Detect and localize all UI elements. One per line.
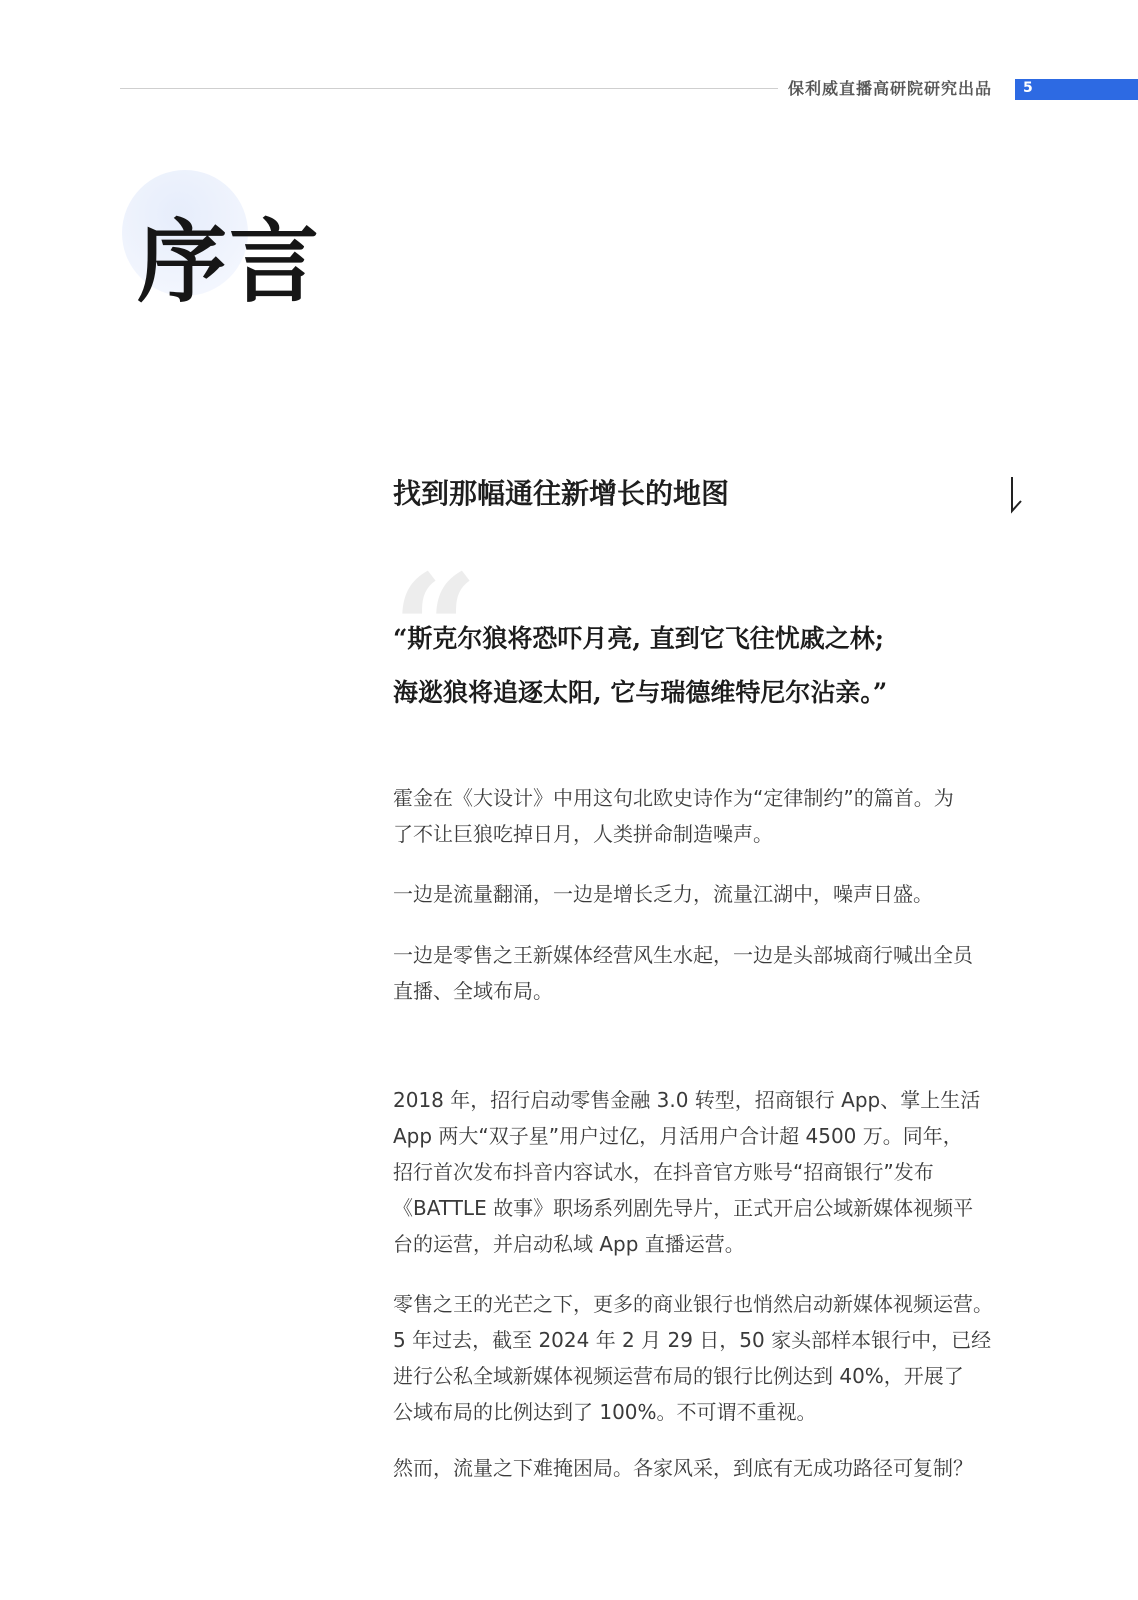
header-divider <box>120 88 778 89</box>
paragraph-line: 台的运营，并启动私域 App 直播运营。 <box>393 1232 745 1256</box>
paragraph-line: 霍金在《大设计》中用这句北欧史诗作为“定律制约”的篇首。为 <box>393 786 954 810</box>
page-number: 5 <box>1023 80 1033 96</box>
paragraph-line: 公域布局的比例达到了 100%。不可谓不重视。 <box>393 1400 817 1424</box>
body-paragraph-1 <box>393 780 1021 852</box>
quote-line-1: “斯克尔狼将恐吓月亮, 直到它飞往忧戚之林; <box>393 624 885 653</box>
paragraph-line: App 两大“双子星”用户过亿，月活用户合计超 4500 万。同年， <box>393 1124 963 1148</box>
paragraph-line: 5 年过去，截至 2024 年 2 月 29 日，50 家头部样本银行中，已经 <box>393 1328 992 1352</box>
paragraph-line: 了不让巨狼吃掉日月，人类拼命制造噪声。 <box>393 822 773 846</box>
paragraph-line: 零售之王的光芒之下，更多的商业银行也悄然启动新媒体视频运营。 <box>393 1292 993 1316</box>
section-heading: 找到那幅通往新增长的地图 <box>393 477 730 510</box>
corner-bracket-icon <box>1009 475 1023 515</box>
paragraph-line: 进行公私全域新媒体视频运营布局的银行比例达到 40%，开展了 <box>393 1364 964 1388</box>
page-number-tab <box>1015 79 1138 100</box>
quote-mark-icon: “ <box>392 542 471 718</box>
body-paragraph-3 <box>393 937 1021 1009</box>
body-paragraph-5 <box>393 1286 1021 1430</box>
page-title: 序言 <box>137 210 321 315</box>
paragraph-line: 2018 年，招行启动零售金融 3.0 转型，招商银行 App、掌上生活 <box>393 1088 981 1112</box>
body-paragraph-6 <box>393 1450 1021 1486</box>
paragraph-line: 招行首次发布抖音内容试水，在抖音官方账号“招商银行”发布 <box>393 1160 934 1184</box>
paragraph-line: 一边是零售之王新媒体经营风生水起，一边是头部城商行喊出全员 <box>393 943 973 967</box>
paragraph-line: 《BATTLE 故事》职场系列剧先导片，正式开启公域新媒体视频平 <box>393 1196 974 1220</box>
quote-line-2: 海逖狼将追逐太阳, 它与瑞德维特尼尔沾亲。” <box>393 678 888 707</box>
paragraph-line: 直播、全域布局。 <box>393 979 553 1003</box>
paragraph-line: 一边是流量翻涌，一边是增长乏力，流量江湖中，噪声日盛。 <box>393 882 933 906</box>
body-paragraph-2 <box>393 876 1021 912</box>
body-paragraph-4 <box>393 1082 1021 1262</box>
publisher-label: 保利威直播高研院研究出品 <box>788 79 993 98</box>
paragraph-line: 然而，流量之下难掩困局。各家风采，到底有无成功路径可复制？ <box>393 1456 973 1480</box>
